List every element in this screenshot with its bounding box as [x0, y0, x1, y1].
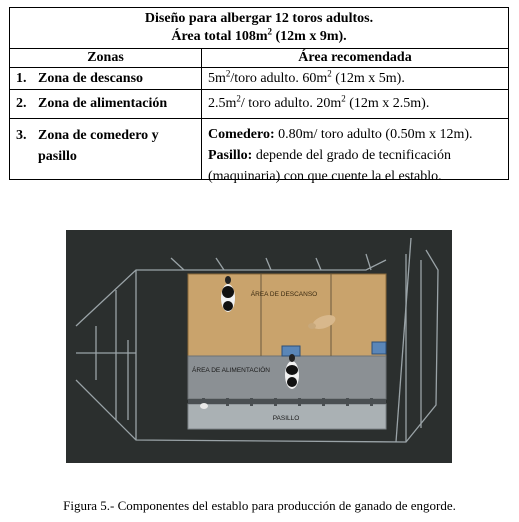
feeder-strip: [188, 399, 386, 404]
area-cell: $5m^2$/toro adulto. $60m^2$ (12m x 5m).: [208, 68, 405, 86]
table-title-line2: Área total $108m^2$ (12m x 9m).: [171, 26, 347, 44]
area-cell: Comedero: 0.80m/ toro adulto (0.50m x 12m). Pasillo: depende del grado de tecnificación (maquinaria) con que cuente la el establo.: [208, 127, 473, 184]
table-header-row: [10, 48, 508, 67]
header-zonas: Zonas: [10, 49, 202, 67]
table-title-line1: Diseño para albergar 12 toros adultos.: [144, 11, 374, 26]
label-pasillo: PASILLO: [272, 415, 300, 422]
rest-area: [188, 274, 386, 356]
table-row: [10, 67, 508, 89]
zona-cell: 3. Zona de comedero y pasillo: [10, 119, 202, 180]
label-descanso: ÁREA DE DESCANSO: [250, 291, 318, 298]
table-title: [10, 8, 508, 48]
zones-table: [9, 7, 509, 184]
label-alimentacion: ÁREA DE ALIMENTACIÓN: [192, 367, 270, 374]
table-row: [10, 89, 508, 118]
stable-render: [66, 230, 452, 463]
figure-caption: Figura 5.- Componentes del establo para producción de ganado de engorde.: [63, 498, 456, 513]
calf-icon: [200, 403, 208, 409]
area-cell: $2.5m^2/$ toro adulto. $20m^2$ (12m x 2.5m).: [208, 93, 430, 111]
water-trough: [372, 342, 386, 354]
header-area: Área recomendada: [298, 50, 412, 65]
table-row: [10, 118, 508, 184]
stable-layout-figure: [66, 230, 452, 463]
zona-cell: 1. Zona de descanso: [10, 68, 202, 89]
zona-cell: 2. Zona de alimentación: [10, 90, 202, 118]
